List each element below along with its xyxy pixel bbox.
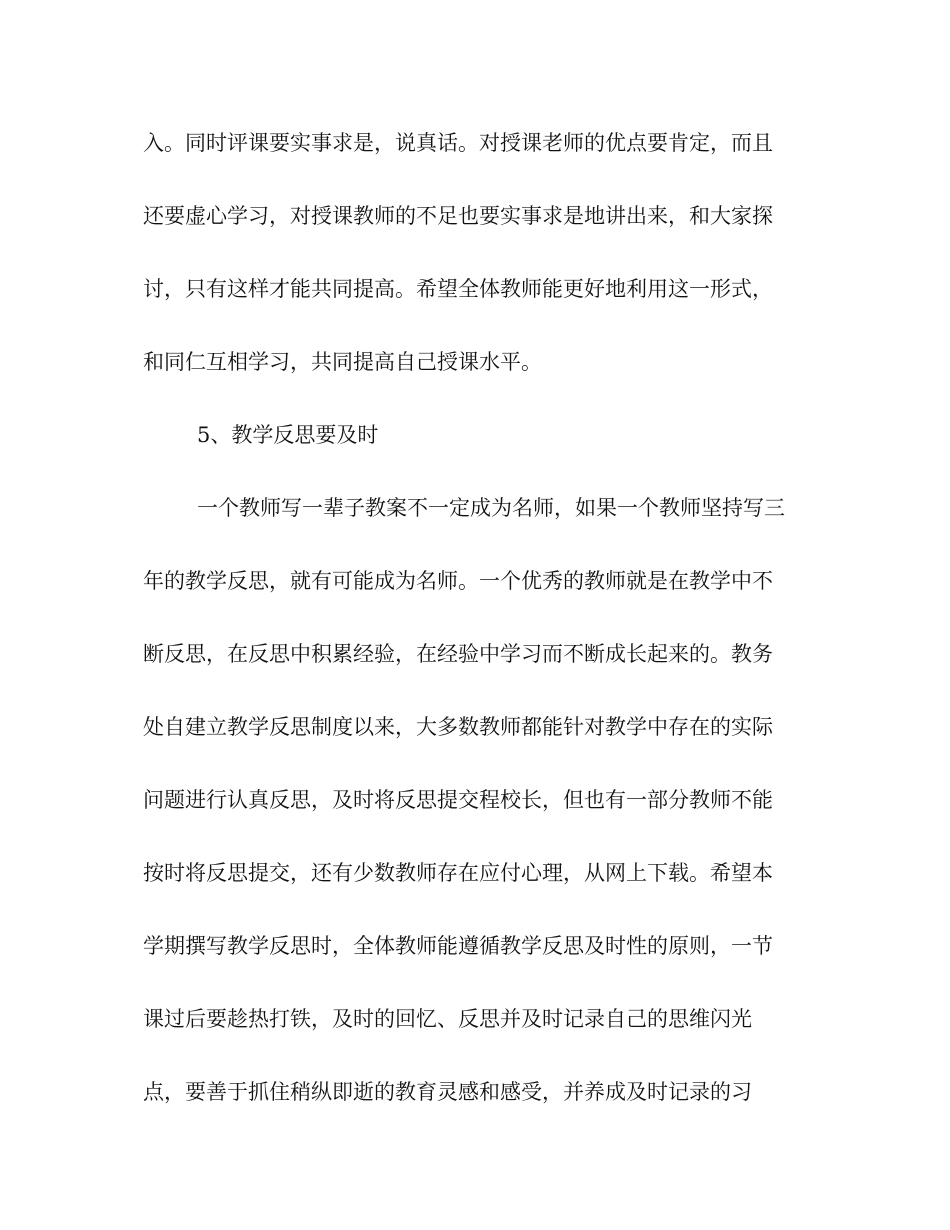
paragraph-line: 断反思，在反思中积累经验，在经验中学习而不断成长起来的。教务 bbox=[143, 642, 773, 666]
paragraph-line: 还要虚心学习，对授课教师的不足也要实事求是地讲出来，和大家探 bbox=[143, 204, 773, 228]
paragraph-line: 问题进行认真反思，及时将反思提交程校长，但也有一部分教师不能 bbox=[143, 788, 773, 812]
paragraph-line: 点，要善于抓住稍纵即逝的教育灵感和感受，并养成及时记录的习 bbox=[143, 1080, 752, 1104]
paragraph-line: 入。同时评课要实事求是，说真话。对授课老师的优点要肯定，而且 bbox=[143, 131, 773, 155]
paragraph-line: 一个教师写一辈子教案不一定成为名师，如果一个教师坚持写三 bbox=[197, 496, 785, 520]
paragraph-line: 课过后要趁热打铁，及时的回忆、反思并及时记录自己的思维闪光 bbox=[143, 1007, 752, 1031]
paragraph-line: 按时将反思提交，还有少数教师存在应付心理，从网上下载。希望本 bbox=[143, 861, 773, 885]
paragraph-line: 和同仁互相学习，共同提高自己授课水平。 bbox=[143, 350, 542, 374]
paragraph-line: 学期撰写教学反思时，全体教师能遵循教学反思及时性的原则，一节 bbox=[143, 934, 773, 958]
paragraph-line: 讨，只有这样才能共同提高。希望全体教师能更好地利用这一形式， bbox=[143, 277, 773, 301]
paragraph-line: 年的教学反思，就有可能成为名师。一个优秀的教师就是在教学中不 bbox=[143, 569, 773, 593]
paragraph-line: 处自建立教学反思制度以来，大多数教师都能针对教学中存在的实际 bbox=[143, 715, 773, 739]
section-heading: 5、教学反思要及时 bbox=[197, 423, 379, 447]
